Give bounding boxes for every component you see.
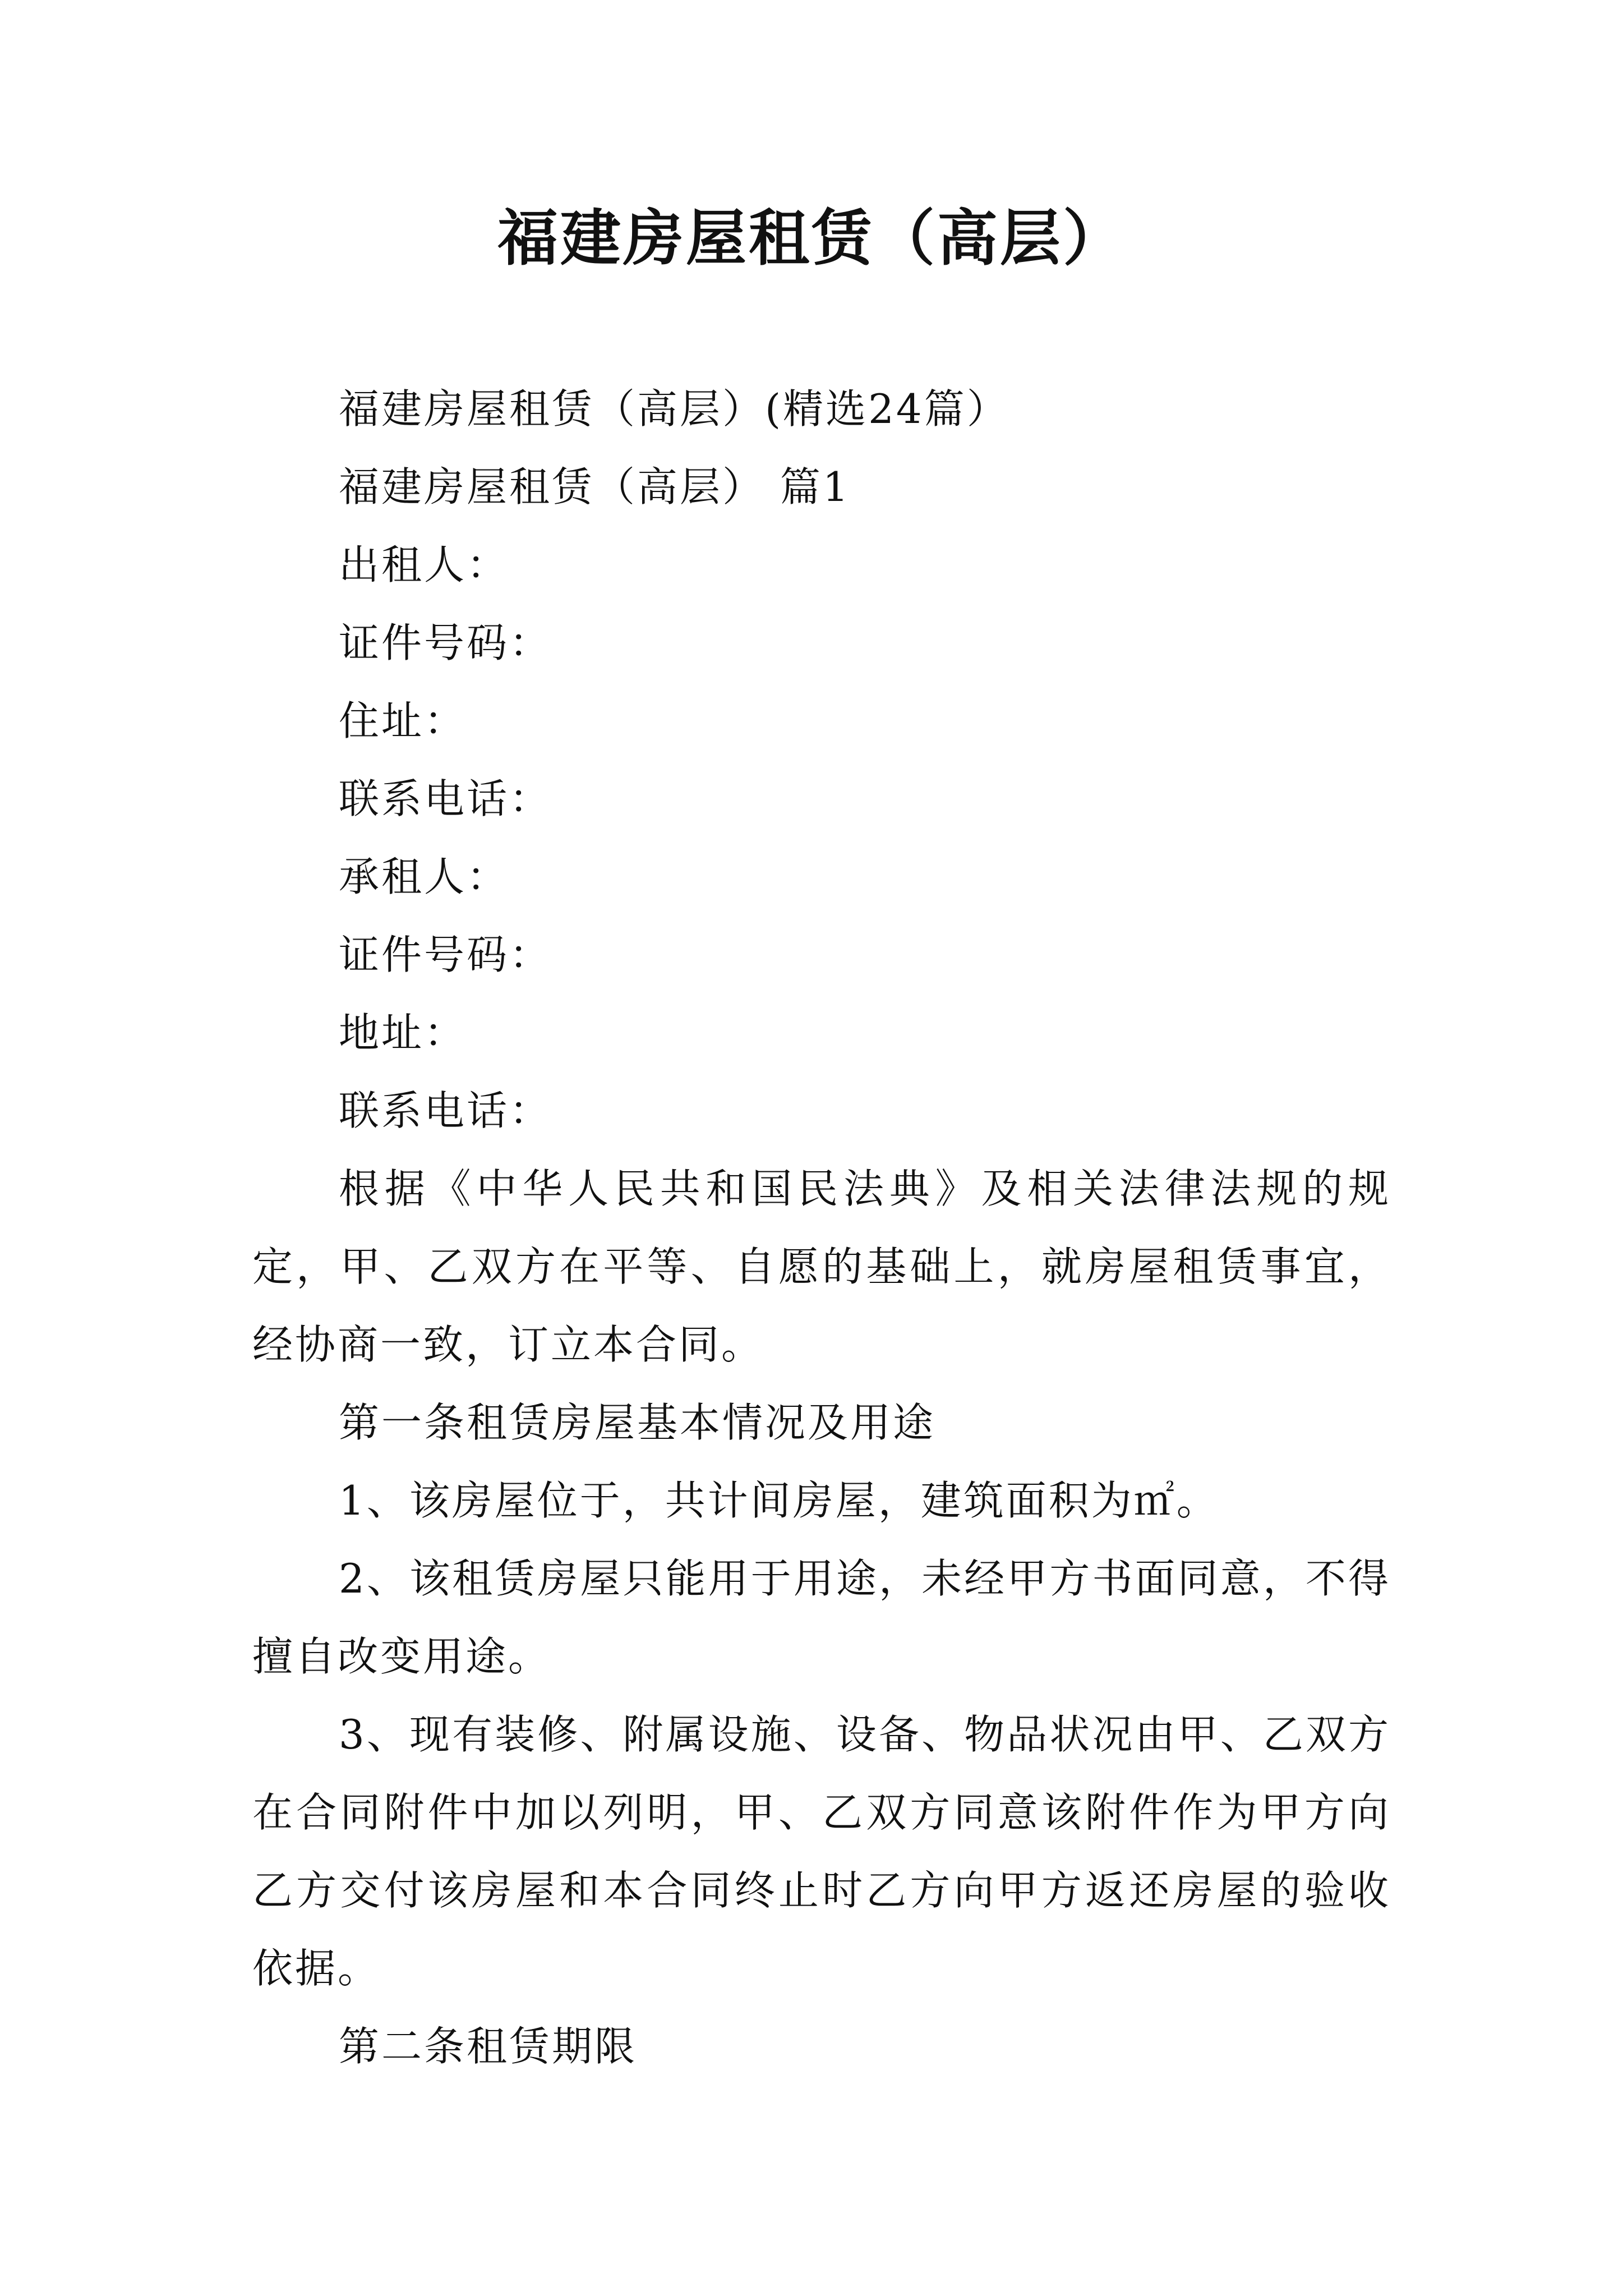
lessor-field: 出租人： bbox=[339, 541, 510, 588]
lessor-id-field: 证件号码： bbox=[339, 619, 552, 666]
lessee-address-field: 地址： bbox=[339, 1009, 467, 1056]
lessor-phone-field: 联系电话： bbox=[339, 775, 552, 822]
lessee-phone-field: 联系电话： bbox=[339, 1087, 552, 1134]
contract-preamble: 根据《中华人民共和国民法典》及相关法律法规的规定，甲、乙双方在平等、自愿的基础上，就房屋租赁事宜，经协商一致，订立本合同。 bbox=[252, 1165, 1391, 1368]
article-1-item-3: 3、现有装修、附属设施、设备、物品状况由甲、乙双方在合同附件中加以列明，甲、乙双方同意该附件作为甲方向乙方交付该房屋和本合同终止时乙方向甲方返还房屋的验收依据。 bbox=[252, 1711, 1391, 1992]
section-heading-part-1: 福建房屋租赁（高层） 篇1 bbox=[339, 463, 851, 510]
document-title: 福建房屋租赁（高层） bbox=[497, 203, 1126, 274]
lessor-address-field: 住址： bbox=[339, 697, 467, 744]
subtitle-selection: 福建房屋租赁（高层）(精选24篇） bbox=[339, 385, 1009, 432]
article-1-heading: 第一条租赁房屋基本情况及用途 bbox=[339, 1399, 936, 1446]
article-1-item-1: 1、该房屋位于，共计间房屋，建筑面积为㎡。 bbox=[339, 1477, 1219, 1524]
lessee-id-field: 证件号码： bbox=[339, 931, 552, 978]
article-2-heading: 第二条租赁期限 bbox=[339, 2023, 638, 2070]
article-1-item-2: 2、该租赁房屋只能用于用途，未经甲方书面同意，不得擅自改变用途。 bbox=[252, 1555, 1391, 1680]
lessee-field: 承租人： bbox=[339, 853, 510, 900]
document-body bbox=[252, 370, 1391, 2086]
